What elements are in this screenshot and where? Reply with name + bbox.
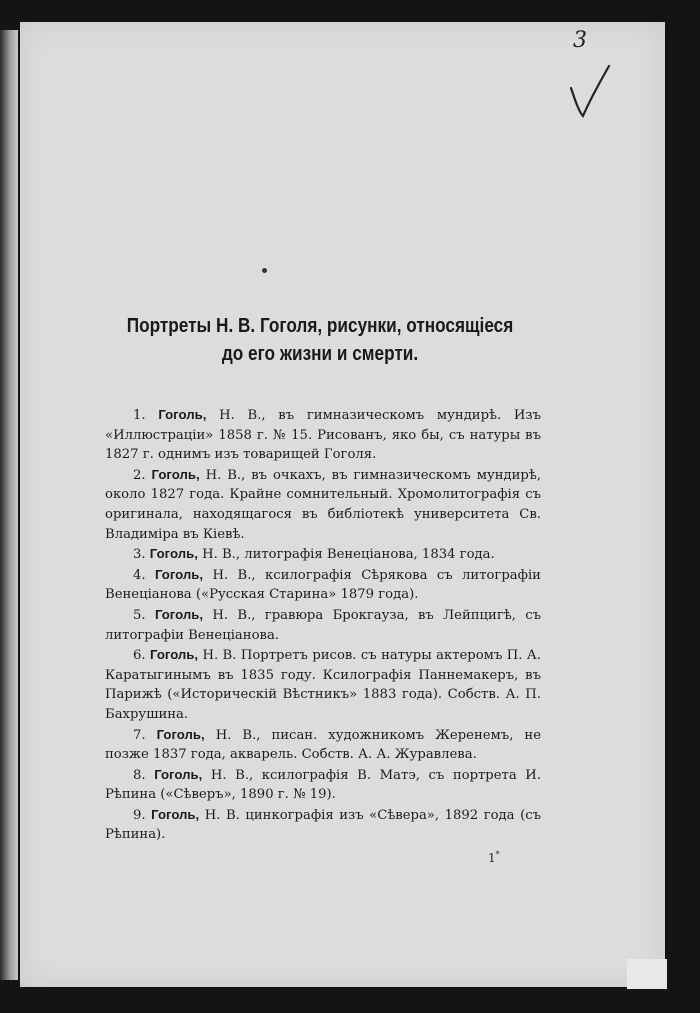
page-title: Портреты Н. В. Гоголя, рисунки, относящіеся до его жизни и смерти. bbox=[126, 315, 514, 365]
entry-text: Н. В., литографія Венеціанова, 1834 года. bbox=[197, 547, 495, 563]
entry-text: Н. В., въ гимназическомъ мундирѣ. Изъ «Иллюстраціи» 1858 г. № 15. Рисованъ, яко бы, съ натуры въ 1827 г. однимъ изъ товарищей Гоголя. bbox=[105, 408, 541, 463]
list-item bbox=[105, 805, 541, 845]
list-item bbox=[105, 405, 541, 465]
list-item bbox=[105, 725, 541, 765]
entry-name: Гоголь, bbox=[151, 806, 200, 822]
entry-name: Гоголь, bbox=[154, 766, 203, 782]
entry-number: 7. bbox=[133, 727, 146, 743]
page-corner bbox=[627, 959, 667, 989]
list-item bbox=[105, 765, 541, 805]
entry-number: 5. bbox=[133, 607, 146, 623]
entry-text: Н. В., ксилографія Сѣрякова съ литографіи Венеціанова («Русская Старина» 1879 года). bbox=[105, 567, 541, 603]
stray-dot bbox=[262, 268, 267, 273]
list-item bbox=[105, 565, 541, 605]
entry-name: Гоголь, bbox=[154, 566, 204, 582]
entry-text: Н. В. цинкографія изъ «Сѣвера», 1892 года (съ Рѣпина). bbox=[105, 807, 541, 843]
entry-text: Н. В., гравюра Брокгауза, въ Лейпцигѣ, съ литографіи Венеціанова. bbox=[105, 607, 541, 643]
entry-text: Н. В., въ очкахъ, въ гимназическомъ мундирѣ, около 1827 года. Крайне сомнительный. Хромолитографія съ оригинала, находящагося въ библіотекѣ университета Св. Владиміра въ Кіевѣ. bbox=[105, 467, 542, 542]
entry-number: 2. bbox=[133, 467, 146, 483]
entry-number: 4. bbox=[133, 567, 146, 583]
entry-number: 8. bbox=[133, 767, 146, 783]
list-item bbox=[105, 605, 541, 645]
entry-name: Гоголь, bbox=[158, 407, 207, 422]
entry-name: Гоголь, bbox=[149, 546, 198, 562]
entry-list bbox=[105, 405, 541, 845]
entry-name: Гоголь, bbox=[154, 606, 204, 622]
entry-text: Н. В., писан. художникомъ Жеренемъ, не позже 1837 года, акварель. Собств. А. А. Журавлева. bbox=[105, 727, 541, 763]
list-item bbox=[105, 465, 541, 544]
entry-number: 9. bbox=[133, 807, 146, 823]
entry-name: Гоголь, bbox=[156, 726, 205, 742]
signature-mark bbox=[488, 850, 500, 865]
check-mark-icon bbox=[565, 60, 615, 120]
entry-number: 3. bbox=[133, 547, 146, 563]
folio-number: 1 bbox=[488, 851, 496, 865]
entry-number: 1. bbox=[133, 408, 146, 423]
list-item bbox=[105, 544, 541, 565]
entry-text: Н. В., ксилографія В. Матэ, съ портрета И. Рѣпина («Сѣверъ», 1890 г. № 19). bbox=[105, 767, 541, 803]
folio-asterisk: * bbox=[495, 850, 500, 859]
entry-number: 6. bbox=[133, 648, 146, 664]
list-item bbox=[105, 645, 541, 724]
handwritten-page-number: 3 bbox=[573, 28, 587, 53]
entry-name: Гоголь, bbox=[150, 647, 199, 663]
left-page-edge bbox=[0, 30, 18, 980]
entry-text: Н. В. Портретъ рисов. съ натуры актеромъ П. А. Каратыгинымъ въ 1835 году. Ксилографія Паннемакеръ, въ Парижѣ («Историческій Вѣстникъ» 1883 года). Собств. А. П. Бахрушина. bbox=[105, 648, 541, 722]
entry-name: Гоголь, bbox=[151, 466, 200, 482]
